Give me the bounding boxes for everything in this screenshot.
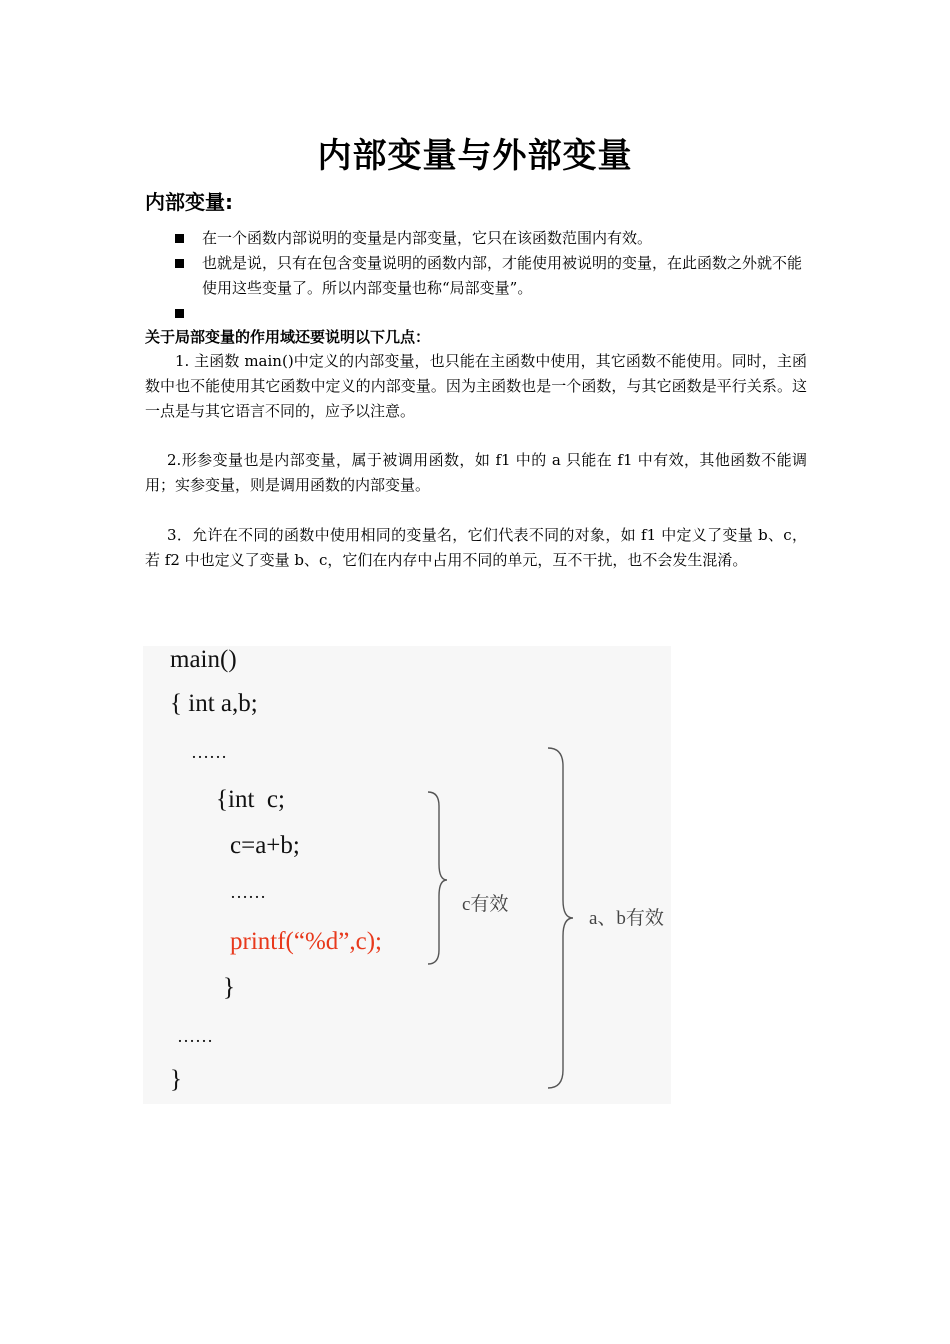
code-line: } <box>223 974 235 1001</box>
list-item <box>145 301 807 326</box>
paragraph-2: 2.形参变量也是内部变量，属于被调用函数，如 f1 中的 a 只能在 f1 中有效，其他函数不能调用；实参变量，则是调用函数的内部变量。 <box>145 451 807 494</box>
inner-scope-brace <box>428 792 447 964</box>
paragraph-1: 1. 主函数 main()中定义的内部变量，也只能在主函数中使用，其它函数不能使用。同时，主函数中也不能使用其它函数中定义的内部变量。因为主函数也是一个函数，与其它函数是平行关系。这一点是与其它语言不同的，应予以注意。 <box>145 352 807 420</box>
section-heading: 内部变量: <box>145 190 233 214</box>
code-line: …… <box>191 742 227 762</box>
square-bullet-icon <box>175 234 184 243</box>
outer-scope-label: a、b有效 <box>589 908 664 929</box>
square-bullet-icon <box>175 259 184 268</box>
inner-scope-label: c有效 <box>462 894 509 915</box>
scope-braces <box>143 646 671 1104</box>
bullet-text: 在一个函数内部说明的变量是内部变量，它只在该函数范围内有效。 <box>202 229 653 247</box>
code-line: c=a+b; <box>230 832 300 859</box>
code-line: …… <box>230 882 266 902</box>
code-line: } <box>170 1066 182 1093</box>
paragraph-3: 3．允许在不同的函数中使用相同的变量名，它们代表不同的对象，如 f1 中定义了变量 b、c，若 f2 中也定义了变量 b、c，它们在内存中占用不同的单元，互不干扰，也不会发生混淆。 <box>145 526 807 569</box>
code-line: {int c; <box>216 786 285 813</box>
outer-scope-brace <box>548 748 573 1088</box>
code-line: …… <box>177 1026 213 1046</box>
scope-diagram <box>143 646 671 1104</box>
square-bullet-icon <box>175 309 184 318</box>
list-item <box>145 251 807 301</box>
bullet-text: 也就是说，只有在包含变量说明的函数内部，才能使用被说明的变量，在此函数之外就不能使用这些变量了。所以内部变量也称“局部变量”。 <box>202 254 803 297</box>
code-line-highlight: printf(“%d”,c); <box>230 928 383 955</box>
code-line: { int a,b; <box>170 690 258 717</box>
scope-subheading: 关于局部变量的作用域还要说明以下几点： <box>145 328 431 346</box>
list-item <box>145 226 807 251</box>
code-line: main() <box>170 646 237 673</box>
bullet-list <box>145 226 807 326</box>
page-title: 内部变量与外部变量 <box>317 136 633 176</box>
